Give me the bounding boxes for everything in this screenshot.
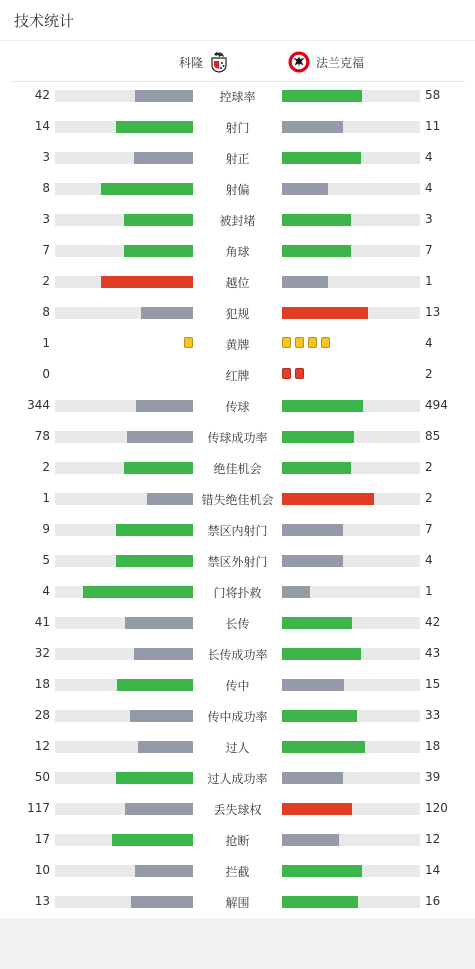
stat-bar-fill [101, 276, 193, 288]
stat-label: 长传 [225, 617, 250, 631]
home-stat-value: 42 [34, 88, 50, 102]
yellow-card-icon [321, 337, 330, 348]
stat-label: 越位 [225, 276, 250, 290]
home-stat-bar [55, 834, 193, 846]
stat-row [0, 489, 475, 509]
stat-label: 传中 [225, 679, 250, 693]
stat-row [0, 737, 475, 757]
stat-bar-fill [134, 152, 193, 164]
away-stat-bar [282, 493, 420, 505]
stat-label: 长传成功率 [207, 648, 268, 662]
away-stat-value: 13 [425, 305, 441, 319]
stat-bar-fill [282, 679, 344, 691]
home-stat-bar [55, 865, 193, 877]
home-stat-value: 0 [42, 367, 50, 381]
home-stat-value: 50 [34, 770, 50, 784]
home-stat-value: 3 [42, 150, 50, 164]
away-stat-value: 4 [425, 181, 433, 195]
stat-bar-fill [116, 555, 193, 567]
home-stat-bar [55, 524, 193, 536]
stat-bar-fill [282, 431, 354, 443]
stat-bar-fill [135, 865, 193, 877]
home-stat-value: 2 [42, 460, 50, 474]
home-stat-bar [55, 555, 193, 567]
stat-row [0, 706, 475, 726]
home-stat-bar [55, 493, 193, 505]
stat-bar-fill [147, 493, 193, 505]
away-stat-value: 39 [425, 770, 441, 784]
stat-bar-fill [125, 803, 193, 815]
stat-bar-fill [101, 183, 193, 195]
stat-label: 红牌 [225, 369, 250, 383]
stat-bar-fill [282, 586, 310, 598]
home-stat-value: 344 [27, 398, 50, 412]
stat-label: 黄牌 [225, 338, 250, 352]
stat-label: 过人 [225, 741, 250, 755]
stat-label: 错失绝佳机会 [201, 493, 274, 507]
stat-label: 传中成功率 [207, 710, 268, 724]
away-cards [282, 337, 330, 348]
home-stat-bar [55, 679, 193, 691]
away-stat-bar [282, 617, 420, 629]
stat-label: 控球率 [219, 90, 256, 104]
stat-label: 射正 [225, 152, 250, 166]
away-stat-bar [282, 183, 420, 195]
stat-row [0, 830, 475, 850]
stat-label: 抢断 [225, 834, 250, 848]
stat-bar-fill [282, 772, 343, 784]
stat-bar-fill [282, 555, 343, 567]
away-stat-value: 33 [425, 708, 441, 722]
home-stat-value: 1 [42, 491, 50, 505]
home-stat-bar [55, 400, 193, 412]
home-stat-value: 7 [42, 243, 50, 257]
stat-label: 传球成功率 [207, 431, 268, 445]
home-stat-bar [55, 307, 193, 319]
home-cards [184, 337, 193, 348]
red-card-icon [295, 368, 304, 379]
home-stat-value: 4 [42, 584, 50, 598]
away-stat-value: 43 [425, 646, 441, 660]
home-stat-bar [55, 803, 193, 815]
stat-label: 禁区内射门 [207, 524, 268, 538]
stat-label: 角球 [225, 245, 250, 259]
stat-bar-fill [117, 679, 193, 691]
away-stat-bar [282, 896, 420, 908]
home-stat-value: 9 [42, 522, 50, 536]
away-stat-bar [282, 586, 420, 598]
away-stat-value: 7 [425, 522, 433, 536]
teams-header [10, 41, 465, 82]
stat-row [0, 241, 475, 261]
away-team[interactable] [288, 51, 364, 73]
stat-label: 传球 [225, 400, 250, 414]
stat-row [0, 210, 475, 230]
stat-bar-fill [282, 400, 363, 412]
stat-bar-fill [116, 121, 193, 133]
stat-bar-fill [124, 245, 193, 257]
stat-bar-fill [282, 276, 328, 288]
home-stat-value: 8 [42, 181, 50, 195]
stat-bar-fill [282, 865, 362, 877]
away-stat-value: 4 [425, 336, 433, 350]
stat-row [0, 86, 475, 106]
stat-bar-fill [282, 307, 368, 319]
away-stat-bar [282, 276, 420, 288]
away-stat-value: 7 [425, 243, 433, 257]
away-stat-bar [282, 462, 420, 474]
stat-label: 丢失球权 [213, 803, 262, 817]
away-stat-value: 1 [425, 274, 433, 288]
stat-bar-fill [141, 307, 193, 319]
away-stat-bar [282, 679, 420, 691]
away-stat-bar [282, 245, 420, 257]
away-stat-bar [282, 648, 420, 660]
away-team-name: 法兰克福 [316, 55, 365, 70]
away-stat-value: 16 [425, 894, 441, 908]
away-stat-value: 4 [425, 553, 433, 567]
fc-koln-logo-icon [208, 51, 230, 73]
away-stat-value: 18 [425, 739, 441, 753]
stat-row [0, 334, 475, 354]
home-stat-value: 8 [42, 305, 50, 319]
away-stat-bar [282, 90, 420, 102]
red-card-icon [282, 368, 291, 379]
away-stat-bar [282, 307, 420, 319]
stat-row [0, 520, 475, 540]
home-stat-bar [55, 617, 193, 629]
stat-bar-fill [282, 121, 343, 133]
away-stat-bar [282, 555, 420, 567]
stat-bar-fill [125, 617, 193, 629]
away-stat-value: 120 [425, 801, 448, 815]
stat-row [0, 117, 475, 137]
stat-bar-fill [282, 462, 351, 474]
home-stat-value: 14 [34, 119, 50, 133]
stat-bar-fill [282, 245, 351, 257]
stat-bar-fill [282, 183, 328, 195]
stat-row [0, 644, 475, 664]
stat-label: 射门 [225, 121, 250, 135]
stat-label: 解围 [225, 896, 250, 910]
away-stat-bar [282, 772, 420, 784]
home-stat-bar [55, 896, 193, 908]
home-stat-bar [55, 648, 193, 660]
home-stat-bar [55, 462, 193, 474]
home-stat-value: 13 [34, 894, 50, 908]
home-stat-bar [55, 152, 193, 164]
stat-row [0, 861, 475, 881]
stat-bar-fill [83, 586, 193, 598]
away-stat-bar [282, 803, 420, 815]
stat-row [0, 675, 475, 695]
away-stat-bar [282, 834, 420, 846]
away-stat-value: 15 [425, 677, 441, 691]
home-stat-bar [55, 214, 193, 226]
stat-bar-fill [282, 90, 362, 102]
away-stat-value: 14 [425, 863, 441, 877]
home-stat-value: 41 [34, 615, 50, 629]
stat-bar-fill [134, 648, 193, 660]
stat-label: 犯规 [225, 307, 250, 321]
stat-bar-fill [130, 710, 193, 722]
away-stat-value: 3 [425, 212, 433, 226]
home-stat-value: 12 [34, 739, 50, 753]
away-stat-value: 58 [425, 88, 441, 102]
stat-row [0, 396, 475, 416]
stat-bar-fill [282, 524, 343, 536]
yellow-card-icon [295, 337, 304, 348]
away-stat-value: 4 [425, 150, 433, 164]
stat-row [0, 272, 475, 292]
away-stat-value: 2 [425, 491, 433, 505]
stat-bar-fill [124, 462, 193, 474]
stat-label: 被封堵 [219, 214, 256, 228]
home-stat-value: 10 [34, 863, 50, 877]
stat-bar-fill [138, 741, 193, 753]
eintracht-frankfurt-logo-icon [288, 51, 310, 73]
away-stat-value: 42 [425, 615, 441, 629]
away-cards [282, 368, 304, 379]
stat-bar-fill [136, 400, 193, 412]
home-stat-bar [55, 245, 193, 257]
stat-row [0, 768, 475, 788]
stat-label: 门将扑救 [213, 586, 262, 600]
yellow-card-icon [308, 337, 317, 348]
stat-bar-fill [282, 741, 365, 753]
home-stat-bar [55, 710, 193, 722]
home-team[interactable] [179, 51, 230, 73]
stat-row [0, 427, 475, 447]
home-stat-value: 78 [34, 429, 50, 443]
yellow-card-icon [282, 337, 291, 348]
stat-row [0, 148, 475, 168]
home-stat-value: 117 [27, 801, 50, 815]
home-stat-bar [55, 276, 193, 288]
away-stat-value: 2 [425, 460, 433, 474]
away-stat-bar [282, 865, 420, 877]
home-stat-bar [55, 431, 193, 443]
stat-row [0, 365, 475, 385]
stat-bar-fill [131, 896, 193, 908]
stat-row [0, 582, 475, 602]
away-stat-bar [282, 710, 420, 722]
away-stat-value: 494 [425, 398, 448, 412]
stat-bar-fill [124, 214, 193, 226]
stat-row [0, 799, 475, 819]
stat-bar-fill [282, 896, 358, 908]
home-team-name: 科隆 [178, 55, 203, 70]
away-stat-value: 85 [425, 429, 441, 443]
stat-row [0, 613, 475, 633]
away-stat-bar [282, 400, 420, 412]
home-stat-bar [55, 90, 193, 102]
home-stat-bar [55, 772, 193, 784]
away-stat-bar [282, 214, 420, 226]
away-stat-bar [282, 524, 420, 536]
home-stat-value: 18 [34, 677, 50, 691]
stat-bar-fill [116, 772, 193, 784]
stat-row [0, 303, 475, 323]
stat-bar-fill [282, 834, 339, 846]
home-stat-value: 17 [34, 832, 50, 846]
home-stat-bar [55, 183, 193, 195]
stat-label: 拦截 [225, 865, 250, 879]
stat-row [0, 179, 475, 199]
stat-row [0, 551, 475, 571]
stat-bar-fill [282, 648, 361, 660]
stat-label: 过人成功率 [207, 772, 268, 786]
yellow-card-icon [184, 337, 193, 348]
stat-row [0, 892, 475, 912]
stat-label: 射偏 [225, 183, 250, 197]
away-stat-value: 2 [425, 367, 433, 381]
away-stat-bar [282, 121, 420, 133]
home-stat-bar [55, 586, 193, 598]
stat-label: 禁区外射门 [207, 555, 268, 569]
home-stat-bar [55, 741, 193, 753]
home-stat-value: 28 [34, 708, 50, 722]
home-stat-value: 32 [34, 646, 50, 660]
stat-bar-fill [282, 493, 374, 505]
stat-bar-fill [282, 617, 352, 629]
home-stat-value: 2 [42, 274, 50, 288]
away-stat-bar [282, 741, 420, 753]
section-title: 技术统计 [14, 12, 75, 30]
stat-bar-fill [282, 710, 357, 722]
away-stat-bar [282, 152, 420, 164]
stat-row [0, 458, 475, 478]
home-stat-value: 1 [42, 336, 50, 350]
away-stat-value: 1 [425, 584, 433, 598]
stat-bar-fill [127, 431, 193, 443]
stat-bar-fill [282, 214, 351, 226]
home-stat-value: 3 [42, 212, 50, 226]
stat-bar-fill [282, 152, 361, 164]
away-stat-value: 12 [425, 832, 441, 846]
away-stat-bar [282, 431, 420, 443]
home-stat-bar [55, 121, 193, 133]
stat-bar-fill [116, 524, 193, 536]
stat-bar-fill [282, 803, 352, 815]
stat-bar-fill [112, 834, 193, 846]
home-stat-value: 5 [42, 553, 50, 567]
stat-label: 绝佳机会 [213, 462, 262, 476]
away-stat-value: 11 [425, 119, 441, 133]
stat-bar-fill [135, 90, 193, 102]
